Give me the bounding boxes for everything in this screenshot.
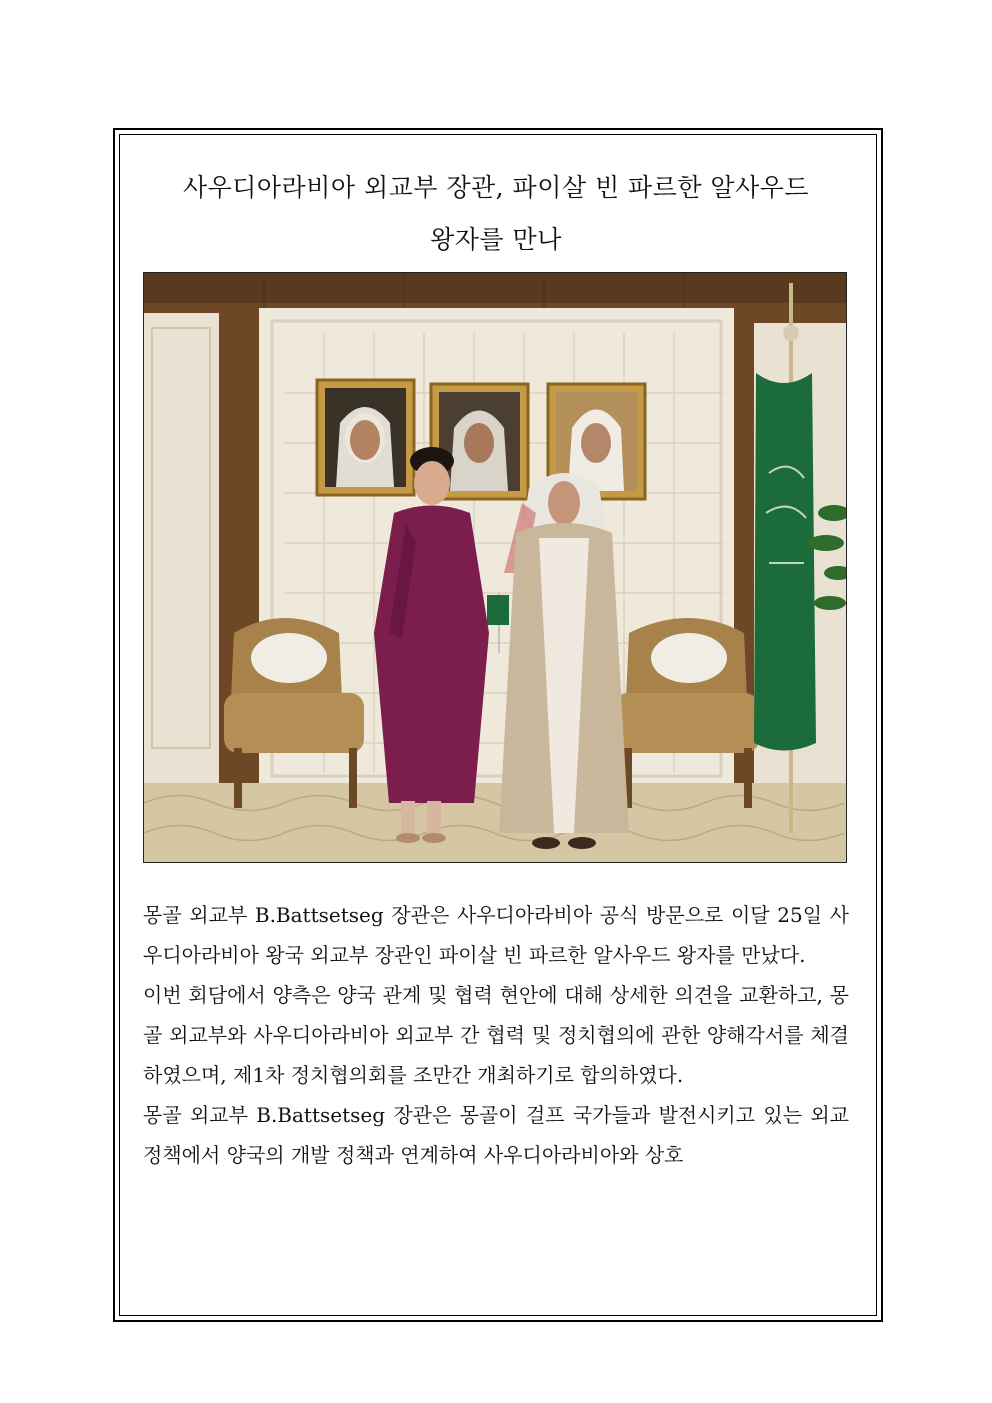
article-body xyxy=(143,895,849,1175)
meeting-photo-illustration xyxy=(144,273,847,863)
paragraph-3: 몽골 외교부 B.Battsetseg 장관은 몽골이 걸프 국가들과 발전시키고 있는 외교 정책에서 양국의 개발 정책과 연계하여 사우디아라비아와 상호 xyxy=(143,1103,849,1167)
title-line-2: 왕자를 만나 xyxy=(430,225,562,254)
title-line-1: 사우디아라비아 외교부 장관, 파이살 빈 파르한 알사우드 xyxy=(182,173,810,202)
meeting-photo xyxy=(143,272,847,863)
article-title xyxy=(0,162,992,266)
paragraph-1: 몽골 외교부 B.Battsetseg 장관은 사우디아라비아 공식 방문으로 이달 25일 사우디아라비아 왕국 외교부 장관인 파이살 빈 파르한 알사우드 왕자를 만났다. xyxy=(143,903,849,967)
paragraph-2: 이번 회담에서 양측은 양국 관계 및 협력 현안에 대해 상세한 의견을 교환하고, 몽골 외교부와 사우디아라비아 외교부 간 협력 및 정치협의에 관한 양해각서를 체결하였으며, 제1차 정치협의회를 조만간 개최하기로 합의하였다. xyxy=(143,983,849,1087)
left-wall-panel xyxy=(144,313,219,783)
portrait-left xyxy=(317,380,414,495)
